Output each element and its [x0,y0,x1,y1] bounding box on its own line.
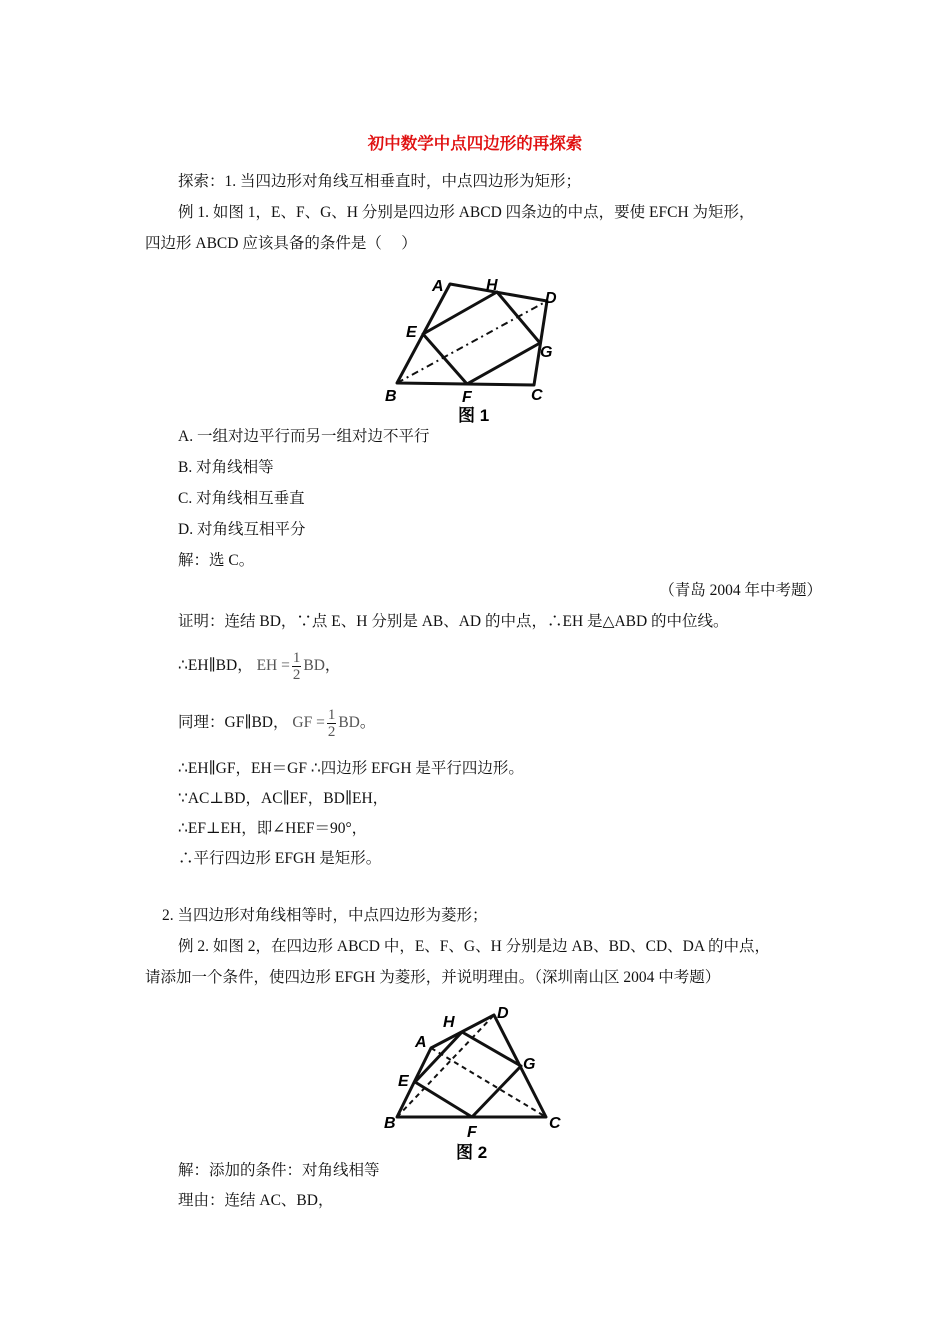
proof-line-3-end: 。 [359,714,376,731]
option-a: A. 一组对边平行而另一组对边不平行 [178,428,430,445]
figure-1 [380,265,570,425]
figure-2-caption: 图 2 [456,1143,488,1162]
source-1: （青岛 2004 年中考题） [659,582,822,599]
example1-text-line2: 四边形 ABCD 应该具备的条件是（ ） [145,235,417,252]
proof-line-7: ∴平行四边形 EFGH 是矩形。 [178,850,382,867]
label-h: H [443,1014,455,1031]
page-title: 初中数学中点四边形的再探索 [367,134,583,153]
label-d: D [545,290,557,307]
option-c: C. 对角线相互垂直 [178,490,305,507]
section2-intro: 2. 当四边形对角线相等时，中点四边形为菱形； [162,907,488,924]
example2-text-line2: 请添加一个条件，使四边形 EFGH 为菱形，并说明理由。（深圳南山区 2004 中考题） [145,969,721,986]
example1-text-line1: 例 1. 如图 1，E、F、G、H 分别是四边形 ABCD 四条边的中点，要使 EFCH 为矩形， [178,204,755,221]
fraction-half [327,707,337,740]
fraction-denominator: 2 [327,723,336,740]
proof-line-4: ∴EH∥GF，EH＝GF ∴四边形 EFGH 是平行四边形。 [178,760,524,777]
option-d: D. 对角线互相平分 [178,521,306,538]
label-f: F [467,1124,477,1141]
proof-line-3 [178,705,375,741]
reason-2: 理由：连结 AC、BD， [178,1192,334,1209]
answer-2: 解：添加的条件：对角线相等 [178,1162,380,1179]
label-e: E [398,1073,409,1090]
proof-line-2-rhs: BD [303,657,325,674]
proof-line-5: ∵AC⊥BD，AC∥EF，BD∥EH， [178,790,389,807]
label-c: C [549,1115,561,1132]
example2-text-line1: 例 2. 如图 2，在四边形 ABCD 中，E、F、G、H 分别是边 AB、BD、CD、DA 的中点， [178,938,771,955]
proof-line-2-prefix: ∴EH∥BD， [178,657,253,674]
proof-line-6: ∴EF⊥EH，即∠HEF＝90°， [178,820,368,837]
label-h: H [486,277,498,294]
label-g: G [540,344,553,361]
label-g: G [523,1056,536,1073]
label-a: A [415,1034,427,1051]
fraction-half [292,650,302,683]
proof-line-3-lhs: GF = [292,714,325,731]
label-b: B [385,388,397,405]
label-c: C [531,387,543,404]
proof-line-1: 证明：连结 BD，∵点 E、H 分别是 AB、AD 的中点，∴EH 是△ABD 的中位线。 [178,613,729,630]
section1-intro: 探索：1. 当四边形对角线互相垂直时，中点四边形为矩形； [178,173,582,190]
fraction-numerator: 1 [327,706,336,723]
proof-line-3-rhs: BD [338,714,360,731]
figure-2 [380,1000,575,1165]
quadrilateral-abcd [397,284,547,385]
label-e: E [406,324,417,341]
fraction-denominator: 2 [292,666,301,683]
proof-line-2 [178,648,340,684]
label-b: B [384,1115,396,1132]
midpoint-quadrilateral-efgh [423,292,540,384]
label-f: F [462,389,472,406]
proof-line-2-lhs: EH = [256,657,290,674]
figure-1-caption: 图 1 [458,406,490,425]
label-a: A [432,278,444,295]
proof-line-3-prefix: 同理：GF∥BD， [178,714,289,731]
proof-line-2-end: ， [324,657,341,674]
fraction-numerator: 1 [292,649,301,666]
answer-1: 解：选 C。 [178,552,255,569]
midpoint-quadrilateral-efgh [415,1032,521,1117]
option-b: B. 对角线相等 [178,459,274,476]
label-d: D [497,1005,509,1022]
